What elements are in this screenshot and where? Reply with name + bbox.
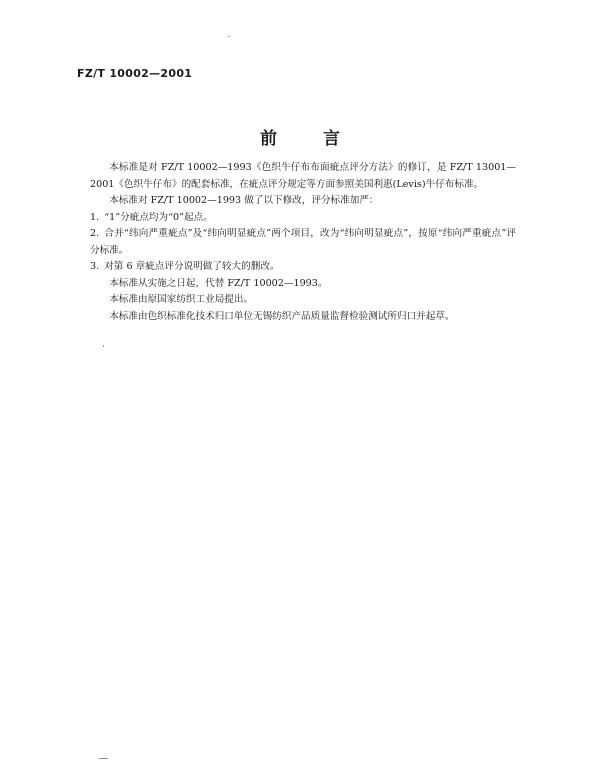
paragraph-proposer: 本标准由原国家纺织工业局提出。 [109,294,254,305]
scan-speck [228,36,230,37]
list-item-number: 2. [90,228,100,239]
list-item-number: 3. [90,261,100,272]
paragraph-replacement: 本标准从实施之日起，代替 FZ/T 10002—1993。 [109,277,328,289]
standard-code: FZ/T 10002—2001 [77,67,193,80]
page-title: 前言 [260,129,386,149]
list-item-text: “1”分疵点均为“0”起点。 [104,211,213,223]
paragraph-revision-note: 本标准是对 FZ/T 10002—1993《色织牛仔布布面疵点评分方法》的修订，是 FZ/T 13001—2001《色织牛仔布》的配套标准，在疵点评分规定等方面参照美国利惠(Levis)牛仔布标准。 [90,162,516,190]
scan-speck [103,345,104,347]
foreword-body [90,160,516,325]
list-item-change-1 [90,210,516,227]
list-item-text: 对第 6 章疵点评分说明做了较大的删改。 [104,261,280,272]
list-item-change-2 [90,226,516,259]
paragraph-drafter: 本标准由色织标准化技术归口单位无锡纺织产品质量监督检验测试所归口并起草。 [109,310,455,322]
list-item-number: 1. [90,211,100,223]
list-item-text: 合并“纬向严重疵点”及“纬向明显疵点”两个项目，改为“纬向明显疵点”，按原“纬向严重疵点”评分标准。 [90,228,516,256]
list-item-change-3 [90,259,516,276]
paragraph-changes-intro: 本标准对 FZ/T 10002—1993 做了以下修改，评分标准加严： [109,195,379,206]
scan-speck [99,758,108,759]
